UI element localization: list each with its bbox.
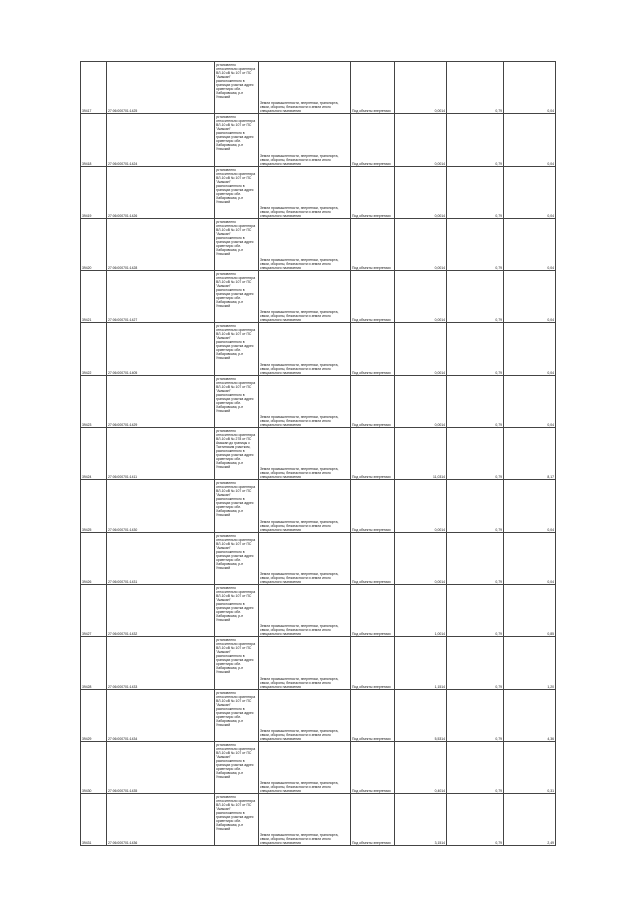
rate-cell: 0,79 — [447, 218, 504, 270]
area-cell: 0,0014 — [395, 532, 447, 584]
land-category-cell: Земли промышленности, энергетики, транспорта, связи, обороны, безопасности и земли иного специального назначения — [259, 114, 351, 166]
table-row — [81, 532, 556, 584]
cadastral-number-cell: 27:06:000701:1428 — [107, 218, 215, 270]
parcel-id-cell: 39425 — [81, 480, 107, 532]
table-row — [81, 62, 556, 114]
area-cell: 0,0014 — [395, 375, 447, 427]
parcel-id-cell: 39431 — [81, 794, 107, 846]
table-row — [81, 584, 556, 636]
location-description-cell: установлено относительно ориентира ВЛ-10 кВ № 107 от ПС "Амыкан" расположенного в границах участка адрес ориентира: обл. Хабаровская, р-н Ульчский — [215, 375, 259, 427]
amount-cell: 0,04 — [504, 532, 556, 584]
table-row — [81, 271, 556, 323]
rate-cell: 0,79 — [447, 637, 504, 689]
cadastral-number-cell: 27:06:000701:1424 — [107, 114, 215, 166]
cadastral-number-cell: 27:06:000701:1434 — [107, 689, 215, 741]
amount-cell: 0,04 — [504, 114, 556, 166]
land-category-cell: Земли промышленности, энергетики, транспорта, связи, обороны, безопасности и земли иного специального назначения — [259, 271, 351, 323]
land-category-cell: Земли промышленности, энергетики, транспорта, связи, обороны, безопасности и земли иного специального назначения — [259, 794, 351, 846]
land-category-cell: Земли промышленности, энергетики, транспорта, связи, обороны, безопасности и земли иного специального назначения — [259, 62, 351, 114]
table-row — [81, 114, 556, 166]
table-row — [81, 689, 556, 741]
location-description-cell: установлено относительно ориентира ВЛ-10 кВ № 107 от ПС "Амыкан" расположенного в границах участка адрес ориентира: обл. Хабаровская, р-н Ульчский — [215, 271, 259, 323]
permitted-use-cell: Под объекты энергетики — [351, 323, 395, 375]
permitted-use-cell: Под объекты энергетики — [351, 271, 395, 323]
amount-cell: 0,04 — [504, 218, 556, 270]
cadastral-number-cell: 27:06:000701:1432 — [107, 584, 215, 636]
rate-cell: 0,79 — [447, 584, 504, 636]
permitted-use-cell: Под объекты энергетики — [351, 741, 395, 793]
rate-cell: 0,79 — [447, 271, 504, 323]
rate-cell: 0,79 — [447, 428, 504, 480]
table-row — [81, 480, 556, 532]
permitted-use-cell: Под объекты энергетики — [351, 218, 395, 270]
location-description-cell: установлено относительно ориентира ВЛ-10 кВ № 107 от ПС "Амыкан" расположенного в границах участка адрес ориентира: обл. Хабаровская, р-н Ульчский — [215, 741, 259, 793]
parcel-id-cell: 39428 — [81, 637, 107, 689]
area-cell: 0,0014 — [395, 218, 447, 270]
amount-cell: 0,04 — [504, 271, 556, 323]
location-description-cell: установлено относительно ориентира ВЛ-10 кВ № 107 от ПС "Амыкан" расположенного в границах участка адрес ориентира: обл. Хабаровская, р-н Ульчский — [215, 62, 259, 114]
parcel-id-cell: 39417 — [81, 62, 107, 114]
area-cell: 0,0014 — [395, 166, 447, 218]
location-description-cell: установлено относительно ориентира ВЛ-10 кВ № 107 от ПС "Амыкан" расположенного в границах участка адрес ориентира: обл. Хабаровская, р-н Ульчский — [215, 794, 259, 846]
parcel-id-cell: 39421 — [81, 271, 107, 323]
land-category-cell: Земли промышленности, энергетики, транспорта, связи, обороны, безопасности и земли иного специального назначения — [259, 323, 351, 375]
area-cell: 0,0014 — [395, 480, 447, 532]
parcel-id-cell: 39427 — [81, 584, 107, 636]
parcel-id-cell: 39419 — [81, 166, 107, 218]
cadastral-number-cell: 27:06:000701:1427 — [107, 271, 215, 323]
location-description-cell: установлено относительно ориентира ВЛ-10 кВ № 107 от ПС "Амыкан" расположенного в границах участка адрес ориентира: обл. Хабаровская, р-н Ульчский — [215, 480, 259, 532]
permitted-use-cell: Под объекты энергетики — [351, 166, 395, 218]
table-row — [81, 794, 556, 846]
parcel-id-cell: 39424 — [81, 428, 107, 480]
area-cell: 1,0014 — [395, 584, 447, 636]
table-row — [81, 741, 556, 793]
land-category-cell: Земли промышленности, энергетики, транспорта, связи, обороны, безопасности и земли иного специального назначения — [259, 480, 351, 532]
parcel-id-cell: 39418 — [81, 114, 107, 166]
parcel-id-cell: 39423 — [81, 375, 107, 427]
permitted-use-cell: Под объекты энергетики — [351, 428, 395, 480]
area-cell: 0,0014 — [395, 271, 447, 323]
area-cell: 1,1514 — [395, 637, 447, 689]
land-category-cell: Земли промышленности, энергетики, транспорта, связи, обороны, безопасности и земли иного специального назначения — [259, 218, 351, 270]
parcel-id-cell: 39420 — [81, 218, 107, 270]
cadastral-number-cell: 27:06:000701:1433 — [107, 637, 215, 689]
area-cell: 11,0314 — [395, 428, 447, 480]
amount-cell: 0,85 — [504, 584, 556, 636]
land-category-cell: Земли промышленности, энергетики, транспорта, связи, обороны, безопасности и земли иного специального назначения — [259, 166, 351, 218]
land-category-cell: Земли промышленности, энергетики, транспорта, связи, обороны, безопасности и земли иного специального назначения — [259, 741, 351, 793]
rate-cell: 0,79 — [447, 689, 504, 741]
amount-cell: 4,36 — [504, 689, 556, 741]
area-cell: 0,0014 — [395, 62, 447, 114]
rate-cell: 0,79 — [447, 532, 504, 584]
area-cell: 3,1514 — [395, 794, 447, 846]
permitted-use-cell: Под объекты энергетики — [351, 375, 395, 427]
rate-cell: 0,79 — [447, 323, 504, 375]
rate-cell: 0,79 — [447, 62, 504, 114]
permitted-use-cell: Под объекты энергетики — [351, 584, 395, 636]
rate-cell: 0,79 — [447, 741, 504, 793]
table-row — [81, 375, 556, 427]
parcel-id-cell: 39422 — [81, 323, 107, 375]
location-description-cell: установлено относительно ориентира ВЛ-10 кВ № 107 от ПС "Амыкан" расположенного в границах участка адрес ориентира: обл. Хабаровская, р-н Ульчский — [215, 166, 259, 218]
rate-cell: 0,79 — [447, 794, 504, 846]
amount-cell: 0,04 — [504, 323, 556, 375]
cadastral-number-cell: 27:06:000701:1405 — [107, 323, 215, 375]
rate-cell: 0,79 — [447, 375, 504, 427]
area-cell: 0,0014 — [395, 114, 447, 166]
location-description-cell: установлено относительно ориентира ВЛ-10 кВ № 107 от ПС "Амыкан" расположенного в границах участка адрес ориентира: обл. Хабаровская, р-н Ульчский — [215, 689, 259, 741]
cadastral-number-cell: 27:06:000701:1429 — [107, 375, 215, 427]
amount-cell: 0,04 — [504, 166, 556, 218]
cadastral-number-cell: 27:06:000701:1426 — [107, 166, 215, 218]
cadastral-number-cell: 27:06:000701:1435 — [107, 741, 215, 793]
amount-cell: 0,04 — [504, 480, 556, 532]
location-description-cell: установлено относительно ориентира ВЛ-10 кВ № 278 от ПС Амыкан до границы с Тахтинским участком, расположенного в границах участка адрес ориентира: обл. Хабаровская, р-н Ульчский — [215, 428, 259, 480]
rate-cell: 0,79 — [447, 114, 504, 166]
cadastral-number-cell: 27:06:000701:1431 — [107, 532, 215, 584]
area-cell: 0,4014 — [395, 741, 447, 793]
amount-cell: 0,04 — [504, 375, 556, 427]
permitted-use-cell: Под объекты энергетики — [351, 689, 395, 741]
cadastral-number-cell: 27:06:000701:1436 — [107, 794, 215, 846]
parcel-id-cell: 39429 — [81, 689, 107, 741]
location-description-cell: установлено относительно ориентира ВЛ-10 кВ № 107 от ПС "Амыкан" расположенного в границах участка адрес ориентира: обл. Хабаровская, р-н Ульчский — [215, 323, 259, 375]
land-category-cell: Земли промышленности, энергетики, транспорта, связи, обороны, безопасности и земли иного специального назначения — [259, 532, 351, 584]
location-description-cell: установлено относительно ориентира ВЛ-10 кВ № 107 от ПС "Амыкан" расположенного в границах участка адрес ориентира: обл. Хабаровская, р-н Ульчский — [215, 532, 259, 584]
amount-cell: 0,04 — [504, 62, 556, 114]
area-cell: 0,0014 — [395, 323, 447, 375]
permitted-use-cell: Под объекты энергетики — [351, 532, 395, 584]
table-row — [81, 218, 556, 270]
area-cell: 5,5314 — [395, 689, 447, 741]
land-category-cell: Земли промышленности, энергетики, транспорта, связи, обороны, безопасности и земли иного специального назначения — [259, 428, 351, 480]
land-parcel-table — [80, 61, 556, 846]
rate-cell: 0,79 — [447, 480, 504, 532]
permitted-use-cell: Под объекты энергетики — [351, 114, 395, 166]
cadastral-number-cell: 27:06:000701:1425 — [107, 62, 215, 114]
location-description-cell: установлено относительно ориентира ВЛ-10 кВ № 107 от ПС "Амыкан" расположенного в границах участка адрес ориентира: обл. Хабаровская, р-н Ульчский — [215, 637, 259, 689]
land-category-cell: Земли промышленности, энергетики, транспорта, связи, обороны, безопасности и земли иного специального назначения — [259, 637, 351, 689]
cadastral-number-cell: 27:06:000701:1411 — [107, 428, 215, 480]
table-row — [81, 428, 556, 480]
location-description-cell: установлено относительно ориентира ВЛ-10 кВ № 107 от ПС "Амыкан" расположенного в границах участка адрес ориентира: обл. Хабаровская, р-н Ульчский — [215, 584, 259, 636]
amount-cell: 2,49 — [504, 794, 556, 846]
permitted-use-cell: Под объекты энергетики — [351, 480, 395, 532]
parcel-id-cell: 39426 — [81, 532, 107, 584]
amount-cell: 8,17 — [504, 428, 556, 480]
location-description-cell: установлено относительно ориентира ВЛ-10 кВ № 107 от ПС "Амыкан" расположенного в границах участка адрес ориентира: обл. Хабаровская, р-н Ульчский — [215, 114, 259, 166]
amount-cell: 1,20 — [504, 637, 556, 689]
rate-cell: 0,79 — [447, 166, 504, 218]
cadastral-number-cell: 27:06:000701:1430 — [107, 480, 215, 532]
table-row — [81, 637, 556, 689]
permitted-use-cell: Под объекты энергетики — [351, 62, 395, 114]
land-category-cell: Земли промышленности, энергетики, транспорта, связи, обороны, безопасности и земли иного специального назначения — [259, 375, 351, 427]
amount-cell: 0,31 — [504, 741, 556, 793]
permitted-use-cell: Под объекты энергетики — [351, 637, 395, 689]
permitted-use-cell: Под объекты энергетики — [351, 794, 395, 846]
land-category-cell: Земли промышленности, энергетики, транспорта, связи, обороны, безопасности и земли иного специального назначения — [259, 584, 351, 636]
land-category-cell: Земли промышленности, энергетики, транспорта, связи, обороны, безопасности и земли иного специального назначения — [259, 689, 351, 741]
location-description-cell: установлено относительно ориентира ВЛ-10 кВ № 107 от ПС "Амыкан" расположенного в границах участка адрес ориентира: обл. Хабаровская, р-н Ульчский — [215, 218, 259, 270]
table-row — [81, 166, 556, 218]
table-row — [81, 323, 556, 375]
parcel-id-cell: 39430 — [81, 741, 107, 793]
